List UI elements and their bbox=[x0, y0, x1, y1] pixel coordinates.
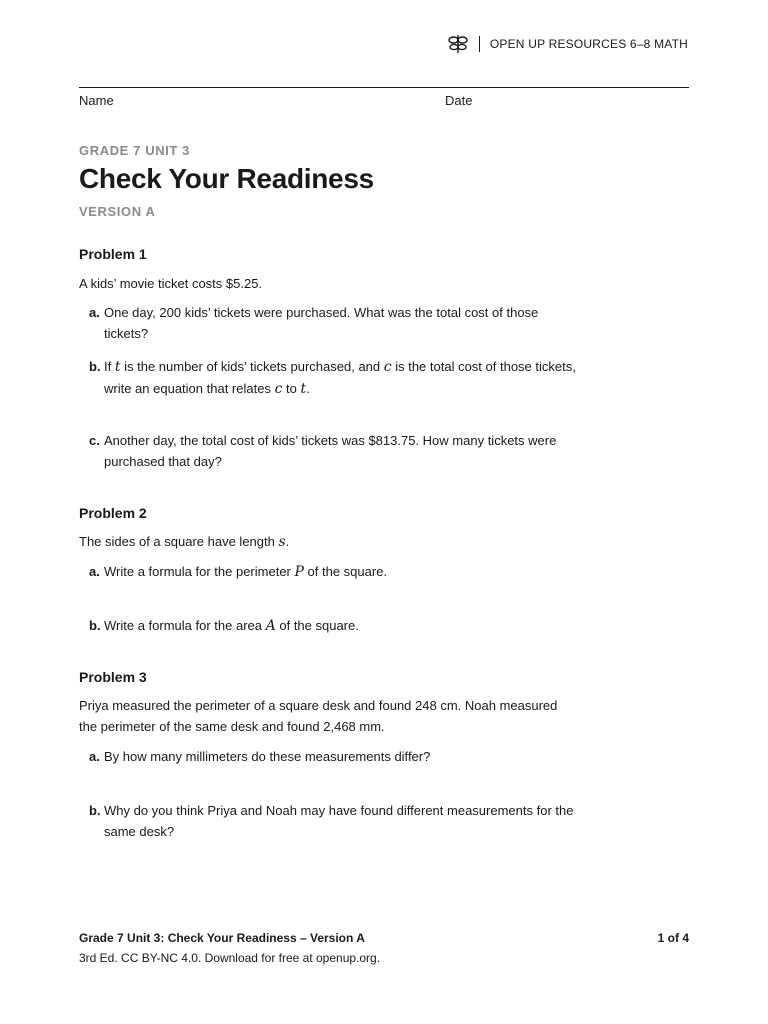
text-segment: If bbox=[104, 359, 115, 374]
version-label: VERSION A bbox=[79, 204, 156, 219]
problem-2-intro bbox=[79, 531, 579, 553]
part-text bbox=[104, 615, 579, 637]
part-letter: b. bbox=[89, 618, 101, 633]
page-footer bbox=[79, 931, 689, 965]
name-date-row bbox=[79, 93, 689, 108]
footer-license: 3rd Ed. CC BY-NC 4.0. Download for free at openup.org. bbox=[79, 951, 381, 965]
header-divider bbox=[479, 36, 480, 52]
math-variable: t bbox=[114, 359, 121, 375]
text-segment: . bbox=[306, 381, 310, 396]
problem-1-title: Problem 1 bbox=[79, 246, 147, 262]
math-variable: P bbox=[294, 564, 304, 580]
part-text bbox=[104, 356, 579, 400]
problem-3-intro: Priya measured the perimeter of a square desk and found 248 cm. Noah measured the perimeter of the same desk and found 2,468 mm. bbox=[79, 698, 558, 734]
text-segment: is the total cost of those tickets, write an equation that relates bbox=[104, 359, 576, 396]
text-segment: Write a formula for the perimeter bbox=[104, 564, 295, 579]
name-date-rule bbox=[79, 87, 689, 88]
text-segment: to bbox=[282, 381, 301, 396]
part-text: Why do you think Priya and Noah may have found different measurements for the same desk? bbox=[104, 803, 574, 839]
part-letter: c. bbox=[89, 433, 100, 448]
part-letter: b. bbox=[89, 803, 101, 818]
brand-label: OPEN UP RESOURCES 6–8 MATH bbox=[489, 37, 688, 51]
footer-title: Grade 7 Unit 3: Check Your Readiness – Version A bbox=[79, 931, 365, 945]
text-segment: The sides of a square have length bbox=[79, 534, 279, 549]
page-number: 1 of 4 bbox=[657, 931, 689, 945]
part-text bbox=[104, 561, 579, 583]
problem-1-intro: A kids’ movie ticket costs $5.25. bbox=[79, 276, 263, 291]
part-text: One day, 200 kids’ tickets were purchased. What was the total cost of those tickets? bbox=[104, 305, 539, 341]
name-label: Name bbox=[79, 93, 114, 108]
problem-2-title: Problem 2 bbox=[79, 505, 147, 521]
part-text: By how many millimeters do these measurements differ? bbox=[104, 749, 431, 764]
problem-2-part-a bbox=[89, 561, 579, 583]
grade-unit-label: GRADE 7 UNIT 3 bbox=[79, 143, 190, 158]
open-up-logo-icon bbox=[447, 34, 469, 54]
part-text: Another day, the total cost of kids’ tickets was $813.75. How many tickets were purchased that day? bbox=[104, 433, 557, 469]
math-variable: c bbox=[383, 359, 392, 375]
page-title: Check Your Readiness bbox=[79, 163, 374, 194]
problem-1-part-a bbox=[89, 302, 579, 344]
text-segment: of the square. bbox=[303, 564, 388, 579]
problem-1-part-b bbox=[89, 356, 579, 400]
text-segment: Write a formula for the area bbox=[104, 618, 266, 633]
date-label: Date bbox=[445, 93, 473, 108]
math-variable: s bbox=[278, 534, 286, 550]
part-letter: a. bbox=[89, 749, 100, 764]
problem-2-part-b bbox=[89, 615, 579, 637]
problem-3-title: Problem 3 bbox=[79, 669, 147, 685]
math-variable: A bbox=[265, 618, 276, 634]
page-header bbox=[447, 34, 688, 54]
math-variable: t bbox=[300, 381, 307, 397]
part-letter: a. bbox=[89, 564, 100, 579]
part-letter: a. bbox=[89, 305, 100, 320]
problem-3-part-b bbox=[89, 800, 579, 842]
text-segment: is the number of kids’ tickets purchased, and bbox=[120, 359, 384, 374]
problem-1-part-c bbox=[89, 430, 579, 472]
text-segment: . bbox=[285, 534, 290, 549]
text-segment: of the square. bbox=[275, 618, 359, 633]
problem-3-part-a bbox=[89, 746, 579, 767]
part-letter: b. bbox=[89, 359, 101, 374]
math-variable: c bbox=[274, 381, 283, 397]
